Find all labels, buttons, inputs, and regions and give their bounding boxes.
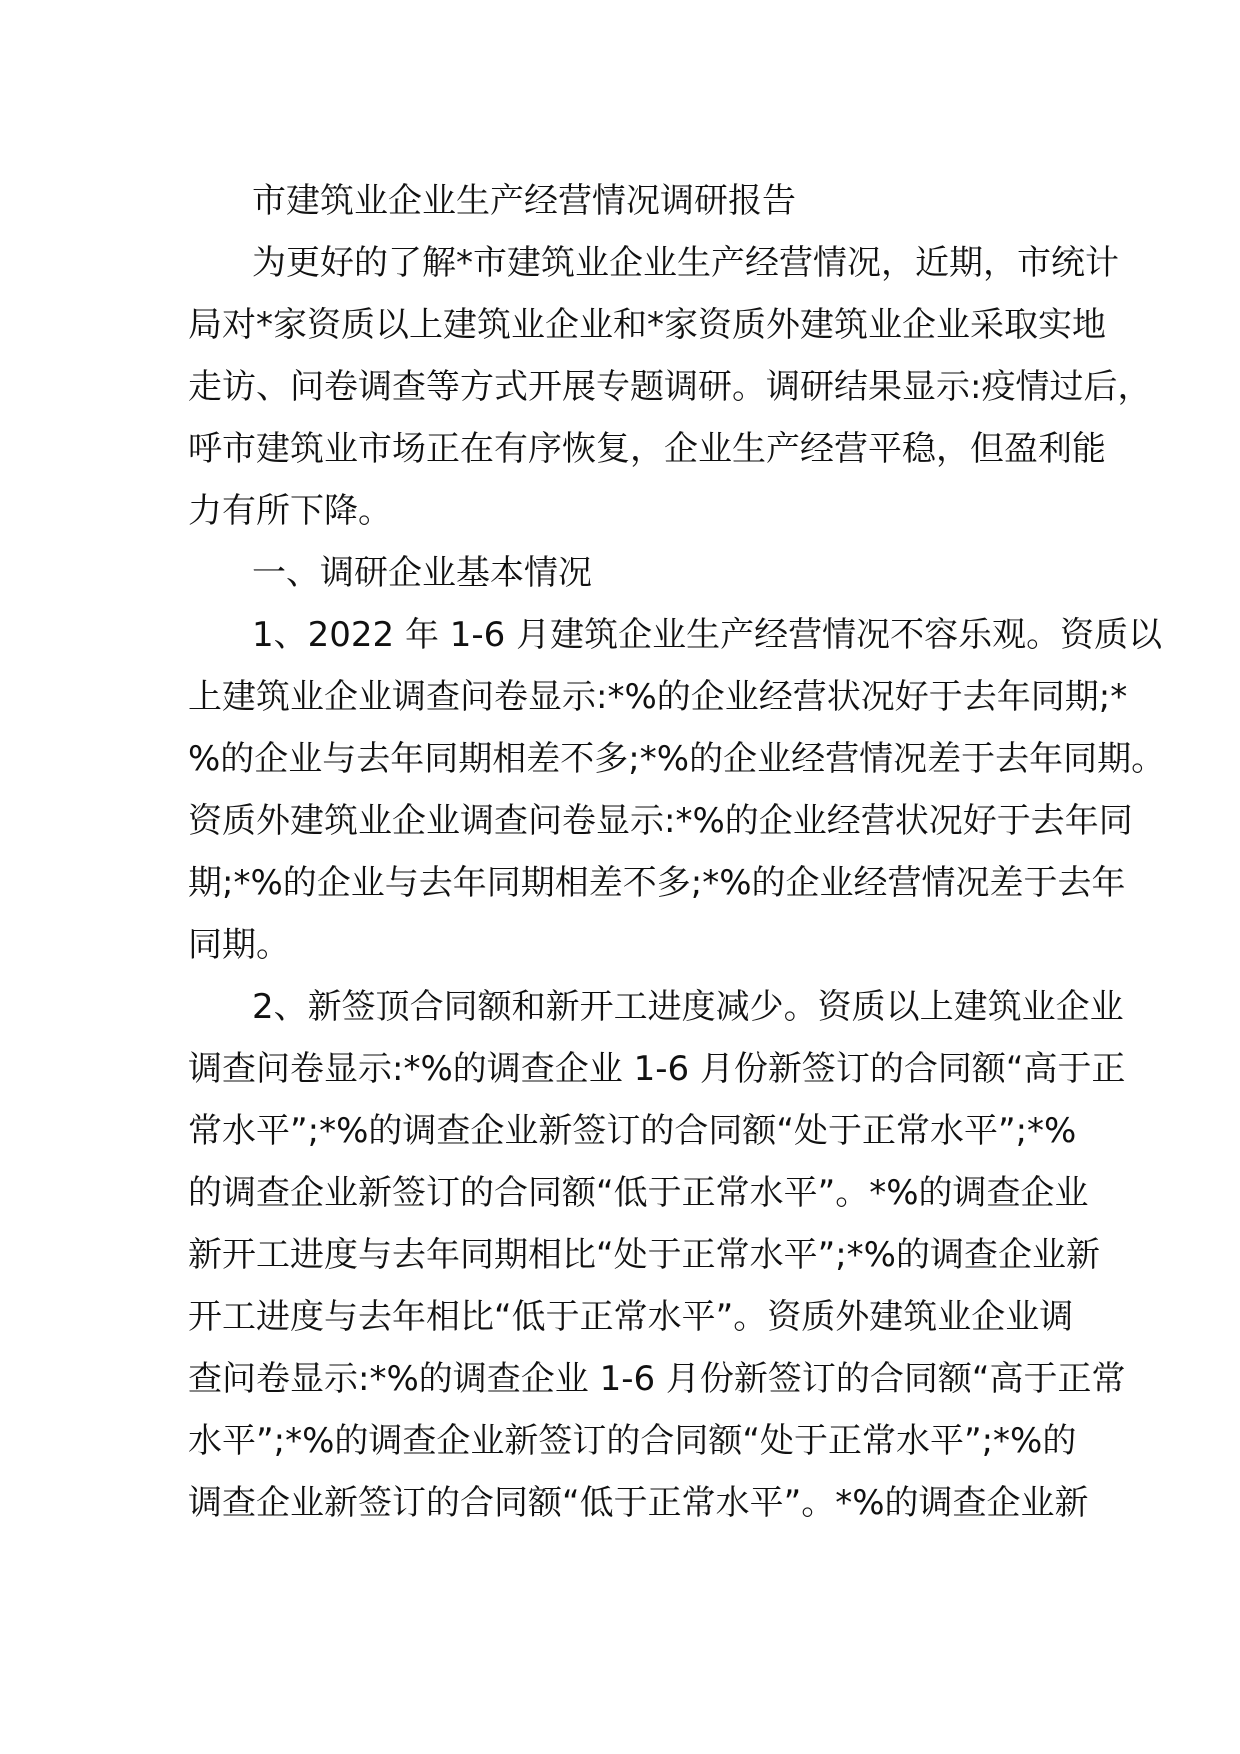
text-line: 2、新签顶合同额和新开工进度减少。资质以上建筑业企业 <box>252 987 1124 1027</box>
paragraph-item-2 <box>188 976 1126 1534</box>
document-title: 市建筑业企业生产经营情况调研报告 <box>252 181 796 221</box>
text-line: 呼市建筑业市场正在有序恢复，企业生产经营平稳，但盈利能 <box>188 429 1106 469</box>
section-heading <box>188 542 1088 604</box>
text-line: 常水平”;*%的调查企业新签订的合同额“处于正常水平”;*% <box>188 1111 1077 1151</box>
text-line: 新开工进度与去年同期相比“处于正常水平”;*%的调查企业新 <box>188 1235 1100 1275</box>
text-line: %的企业与去年同期相差不多;*%的企业经营情况差于去年同期。 <box>188 739 1166 779</box>
paragraph-item-1 <box>188 604 1166 976</box>
paragraph-intro <box>188 232 1152 542</box>
text-line: 查问卷显示:*%的调查企业 1-6 月份新签订的合同额“高于正常 <box>188 1359 1126 1399</box>
text-line: 的调查企业新签订的合同额“低于正常水平”。*%的调查企业 <box>188 1173 1089 1213</box>
text-line: 为更好的了解*市建筑业企业生产经营情况，近期，市统计 <box>252 243 1119 283</box>
document-body <box>188 170 1166 1534</box>
text-line: 开工进度与去年相比“低于正常水平”。资质外建筑业企业调 <box>188 1297 1074 1337</box>
text-line: 力有所下降。 <box>188 491 392 531</box>
text-line: 资质外建筑业企业调查问卷显示:*%的企业经营状况好于去年同 <box>188 801 1133 841</box>
text-line: 调查企业新签订的合同额“低于正常水平”。*%的调查企业新 <box>188 1483 1089 1523</box>
text-line: 一、调研企业基本情况 <box>252 553 592 593</box>
text-line: 局对*家资质以上建筑业企业和*家资质外建筑业企业采取实地 <box>188 305 1106 345</box>
text-line: 调查问卷显示:*%的调查企业 1-6 月份新签订的合同额“高于正 <box>188 1049 1126 1089</box>
text-line: 水平”;*%的调查企业新签订的合同额“处于正常水平”;*%的 <box>188 1421 1077 1461</box>
text-line: 1、2022 年 1-6 月建筑企业生产经营情况不容乐观。资质以 <box>252 615 1163 655</box>
text-line: 上建筑业企业调查问卷显示:*%的企业经营状况好于去年同期;* <box>188 677 1128 717</box>
text-line: 走访、问卷调查等方式开展专题调研。调研结果显示:疫情过后， <box>188 367 1152 407</box>
text-line: 期;*%的企业与去年同期相差不多;*%的企业经营情况差于去年 <box>188 863 1126 903</box>
text-line: 同期。 <box>188 925 290 965</box>
